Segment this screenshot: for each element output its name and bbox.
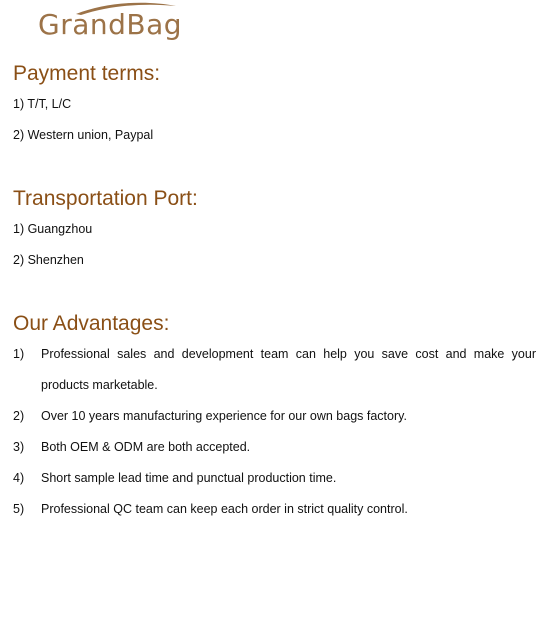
advantage-number-4: 4) bbox=[13, 471, 25, 485]
advantage-number-1: 1) bbox=[13, 347, 25, 361]
advantage-3-text: Both OEM & ODM are both accepted. bbox=[41, 440, 251, 454]
logo-text: GrandBag bbox=[38, 8, 183, 41]
payment-item-2: 2) Western union, Paypal bbox=[13, 128, 154, 142]
advantage-number-3: 3) bbox=[13, 440, 25, 454]
transportation-port-heading: Transportation Port: bbox=[13, 187, 198, 210]
advantage-2-text: Over 10 years manufacturing experience for our own bags factory. bbox=[41, 409, 407, 423]
port-item-1: 1) Guangzhou bbox=[13, 222, 93, 236]
our-advantages-heading: Our Advantages: bbox=[13, 312, 170, 335]
advantage-1-line-1: Professional sales and development team can help you save cost and make your bbox=[41, 347, 536, 361]
payment-item-1: 1) T/T, L/C bbox=[13, 97, 72, 111]
advantage-5-text: Professional QC team can keep each order in strict quality control. bbox=[41, 502, 408, 516]
port-item-2: 2) Shenzhen bbox=[13, 253, 84, 267]
payment-terms-heading: Payment terms: bbox=[13, 62, 161, 85]
grandbag-logo bbox=[36, 0, 186, 44]
advantage-number-2: 2) bbox=[13, 409, 25, 423]
advantage-4-text: Short sample lead time and punctual production time. bbox=[41, 471, 337, 485]
advantage-number-5: 5) bbox=[13, 502, 25, 516]
advantage-1-line-2: products marketable. bbox=[41, 378, 158, 392]
